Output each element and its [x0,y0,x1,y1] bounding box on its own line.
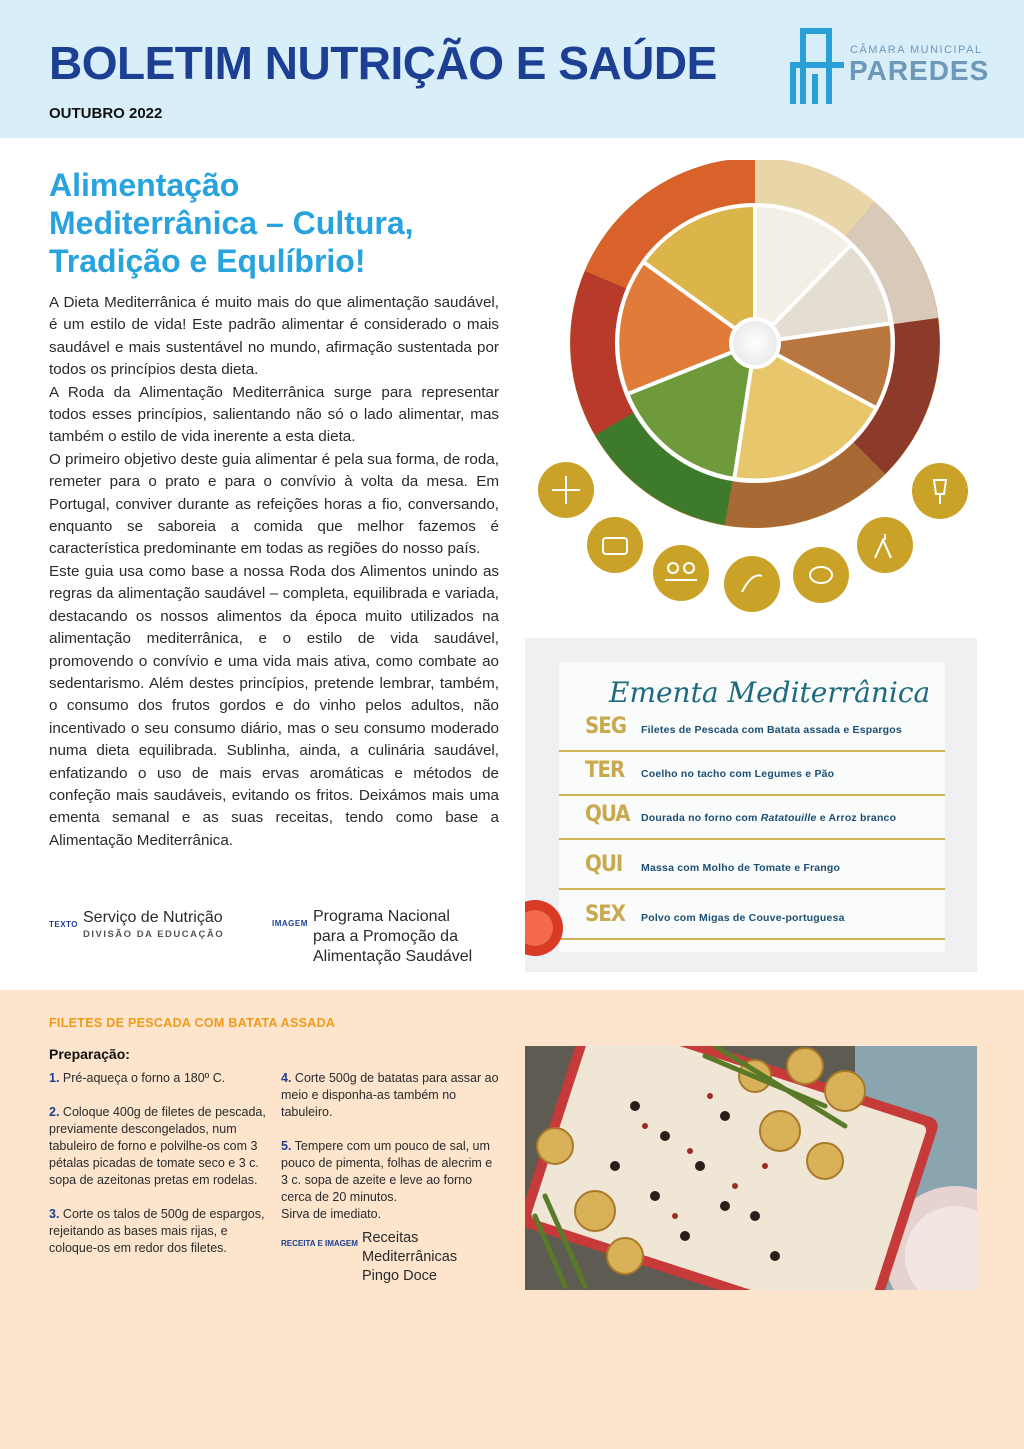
image-credit [272,907,472,967]
menu-row [559,896,945,940]
logo-name: PAREDES [849,55,990,86]
image-credit-line: Programa Nacional [313,908,450,925]
recipe-credit-line: Receitas [362,1230,419,1246]
article-body [49,292,499,852]
menu-day: QUI [585,852,623,877]
wine-glass-icon [912,463,968,519]
recipe-photo [525,1046,977,1290]
wheel-outer-ring [570,160,940,528]
article-title-line: Tradição e Equlíbrio! [49,243,366,279]
article-paragraph: A Dieta Mediterrânica é muito mais do que alimentação saudável, é um estilo de vida! Este padrão alimentar é considerado o mais saudável e mais sustentável no mundo, afirmação sustentada por todos os princípios desta dieta. [49,294,499,379]
recipe-title: FILETES DE PESCADA COM BATATA ASSADA [49,1016,336,1030]
recipe-credit-tag: RECEITA E IMAGEM [281,1239,358,1248]
recipe-step: 2. Coloque 400g de filetes de pescada, previamente descongelados, num tabuleiro de forno e polvilhe-os com 3 pétalas picadas de tomate seco e 3 c. sopa de azeitonas pretas em rodelas. [49,1105,266,1187]
header [0,0,1024,138]
article-title-line: Mediterrânica – Cultura, [49,205,414,241]
preparation-label: Preparação: [49,1046,130,1062]
recipe-credit-line: Mediterrânicas [362,1249,458,1265]
article-title [49,166,489,280]
menu-day: SEG [585,714,627,739]
mediterranean-food-wheel [530,160,980,630]
camara-paredes-logo [788,26,988,106]
bulletin-date: OUTUBRO 2022 [49,105,163,122]
chair-icon [788,26,844,106]
menu-row [559,796,945,840]
image-credit-line: Alimentação Saudável [313,948,473,965]
recipe-step: 5. Tempere com um pouco de sal, um pouco de pimenta, folhas de alecrim e 3 c. sopa de azeite e leve ao forno cerca de 20 minutos. Sirva de imediato. [281,1139,493,1221]
menu-row [559,752,945,796]
menu-day: QUA [585,802,630,827]
menu-title: Ementa Mediterrânica [609,676,931,709]
recipe-step: 1. Pré-aqueça o forno a 180º C. [49,1071,226,1085]
article-paragraph: Este guia usa como base a nossa Roda dos Alimentos unindo as regras da alimentação saudável – completa, equilibrada e variada, destacando os nossos alimentos da época muito utilizados na alimentação mediterrânica, e o estilo de vida saudável, promovendo o convívio e uma vida mais ativa, como combate ao sedentarismo. Além destes princípios, pretende lembrar, também, o consumo dos frutos gordos e do vinho pelos adultos, não incentivado o seu consumo diário, mas o seu consumo moderado numa dieta equilibrada. Sublinha, ainda, a culinária saudável, enfatizando o uso de mais ervas aromáticas e métodos de confeção mais saudáveis, evitando os fritos. Deixámos mais uma ementa semanal e as suas receitas, tendo como base a Alimentação Mediterrânica. [49,562,499,849]
menu-row [559,708,945,752]
menu-dish: Polvo com Migas de Couve-portuguesa [641,912,845,924]
menu-day: SEX [585,902,626,927]
article-paragraph: A Roda da Alimentação Mediterrânica surge para representar todos esses princípios, salientando não só o lado alimentar, mas também o estilo de vida inerente a esta dieta. [49,383,499,446]
recipe-step: 3. Corte os talos de 500g de espargos, rejeitando as bases mais rijas, e coloque-os em redor dos filetes. [49,1207,265,1255]
tomato-decoration [525,888,565,968]
logo-subtitle: CÂMARA MUNICIPAL [850,44,983,56]
serve-instruction: Sirva de imediato. [281,1207,382,1221]
herbs-icon [724,556,780,612]
menu-row [559,846,945,890]
article-title-line: Alimentação [49,167,240,203]
family-table-icon [653,545,709,601]
pot-icon [587,517,643,573]
menu-day: TER [585,758,625,783]
image-credit-tag: IMAGEM [272,919,308,928]
text-credit-sub: DIVISÃO DA EDUCAÇÃO [83,929,225,940]
weekly-menu [525,638,977,972]
recipe-steps-col-2 [281,1070,501,1286]
recipe-step: 4. Corte 500g de batatas para assar ao meio e disponha-as também no tabuleiro. [281,1071,499,1119]
image-credit-line: para a Promoção da [313,928,458,945]
recipe-section [0,990,1024,1449]
menu-dish: Coelho no tacho com Legumes e Pão [641,768,835,780]
bulletin-title: BOLETIM NUTRIÇÃO E SAÚDE [49,37,717,89]
menu-dish: Filetes de Pescada com Batata assada e Espargos [641,724,902,736]
recipe-steps-col-1 [49,1070,271,1274]
text-credit-name: Serviço de Nutrição [83,909,223,926]
menu-dish: Massa com Molho de Tomate e Frango [641,862,841,874]
text-credit-tag: TEXTO [49,920,79,929]
recipe-credit [281,1229,501,1286]
article-paragraph: O primeiro objetivo deste guia alimentar é pela sua forma, de roda, remeter para o prato e para o convívio à volta da mesa. Em Portugal, conviver durante as refeições horas a fio, conversando, enquanto se saboreia a comida que melhor fazemos é característica predominante em todas as regiões do nosso país. [49,450,499,558]
menu-dish: Dourada no forno com Ratatouille e Arroz branco [641,812,897,824]
recipe-credit-line: Pingo Doce [362,1268,437,1284]
nuts-icon [793,547,849,603]
text-credit [49,908,224,945]
